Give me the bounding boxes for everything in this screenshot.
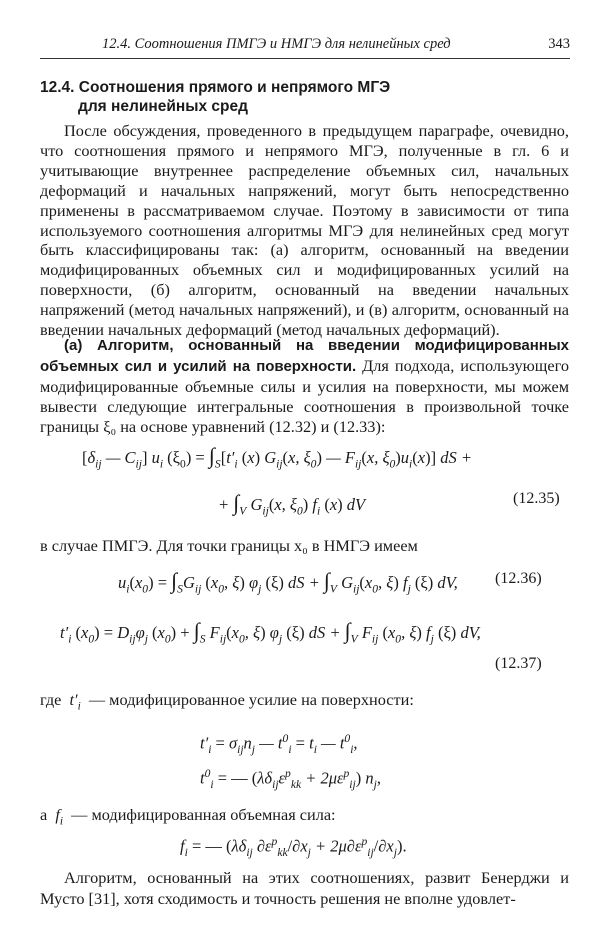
paragraph-intro-text: После обсуждения, проведенного в предыдущем параграфе, очевидно, что соотношения прямого и непрямого МГЭ, полученные в гл. 6 и учитывающие внутреннее распределение объемных сил, начальных деформаций и начальных напряжений, могут быть непосредственно применены в рассматриваемом случае. Поэтому в зависимости от типа используемого соотношения алгоритмы МГЭ для нелинейных сред могут быть классифицированы так: (а) алгоритм, основанный на введении модифицированных объемных сил и модифицированных усилий на поверхности, (б) алгоритм, основанный на введении начальных напряжений (метод начальных напряжений), и (в) алгоритм, основанный на введении начальных деформаций (метод начальных деформаций).: [40, 121, 569, 340]
text-and-prefix: а: [40, 805, 48, 824]
running-head: 12.4. Соотношения ПМГЭ и НМГЭ для нелинейных сред: [102, 36, 451, 52]
section-title-line1: Соотношения прямого и непрямого МГЭ: [78, 79, 391, 96]
section-title: [40, 78, 560, 116]
equation-12-35-line2: + $\int_V$ $G_{ij}(x$, $\xi_0$) $f_i$ (x) dV: [218, 490, 366, 518]
header-rule: [40, 58, 570, 59]
paragraph-final-text: Алгоритм, основанный на этих соотношениях, развит Бенерджи и Мусто [31], хотя сходимость и точность решения не вполне удовлет-: [40, 868, 569, 908]
running-header: [40, 34, 570, 56]
paragraph-algorithm-a-text: Для подхода, использующего модифицированные объемные силы и усилия на поверхности, мы можем вывести следующие интегральные соотношения в произвольной точке границы ξ₀ на основе уравнений (12.32) и (12.33):: [40, 355, 569, 436]
equation-12-35-line1: [$\delta_{ij}$ — $C_{ij}$] $u_i$ $(\xi_0) = \int_S[t'_i$ (x) $G_{ij}(x$, $\xi_0$) — $F_{ij}(x$, $\xi_0)u_i(x)$] dS +: [82, 443, 472, 471]
text-modified-traction: где $t'_i$ — модифицированное усилие на поверхности:: [40, 690, 414, 713]
paragraph-algorithm-a: [40, 335, 569, 437]
equation-12-37: $t'_i$ $(x_0) = D_{ij}\varphi_j$ $(x_0) + \int_S$ $F_{ij}(x_0$, ξ) $\varphi_j$ (ξ) dS + $\int_V$ $F_{ij}$ ($x_0$, ξ) $f_j$ (ξ) dV,: [60, 618, 481, 646]
equation-12-35-number: (12.35): [513, 490, 560, 507]
section-title-line2: для нелинейных сред: [78, 98, 248, 115]
text-bpm-case: в случае ПМГЭ. Для точки границы x₀ в НМГЭ имеем: [40, 536, 418, 555]
paragraph-final: [40, 868, 569, 909]
equation-body-force: $f_i$ = — ($\lambda\delta_{ij}$ $\partial\varepsilon^p_{kk}/\partial x_j + 2\mu\partial\varepsilon^p_{ij}/\partial x_j$).: [180, 836, 407, 859]
page-number: 343: [548, 36, 570, 52]
equation-traction-1: $t'_i = \sigma_{ij}n_j$ — $t^0_i = t_i$ — $t^0_i$,: [200, 733, 358, 756]
equation-traction-2: $t^0_i$ = — $(\lambda\delta_{ij}\varepsilon^p_{kk} + 2\mu\varepsilon^p_{ij})$ $n_j$,: [200, 768, 381, 791]
paragraph-intro: [40, 121, 569, 340]
text-where-body: — модифицированное усилие на поверхности:: [88, 690, 414, 709]
equation-12-36: $u_i(x_0) = \int_SG_{ij}$ ($x_0$, ξ) $\varphi_j$ (ξ) dS + $\int_V$ $G_{ij}(x_0$, ξ) $f_j$ (ξ) dV,: [118, 568, 458, 596]
paragraph-algorithm-a-heading: (а) Алгоритм, основанный на введении модифицированных объемных сил и усилий на поверхности.: [40, 337, 569, 375]
section-number: 12.4.: [40, 79, 75, 96]
text-and-body: — модифицированная объемная сила:: [71, 805, 336, 824]
text-where-prefix: где: [40, 690, 62, 709]
text-modified-body-force: а $f_i$ — модифицированная объемная сила:: [40, 805, 336, 828]
equation-12-36-number: (12.36): [495, 570, 542, 587]
equation-12-37-number: (12.37): [495, 655, 542, 672]
